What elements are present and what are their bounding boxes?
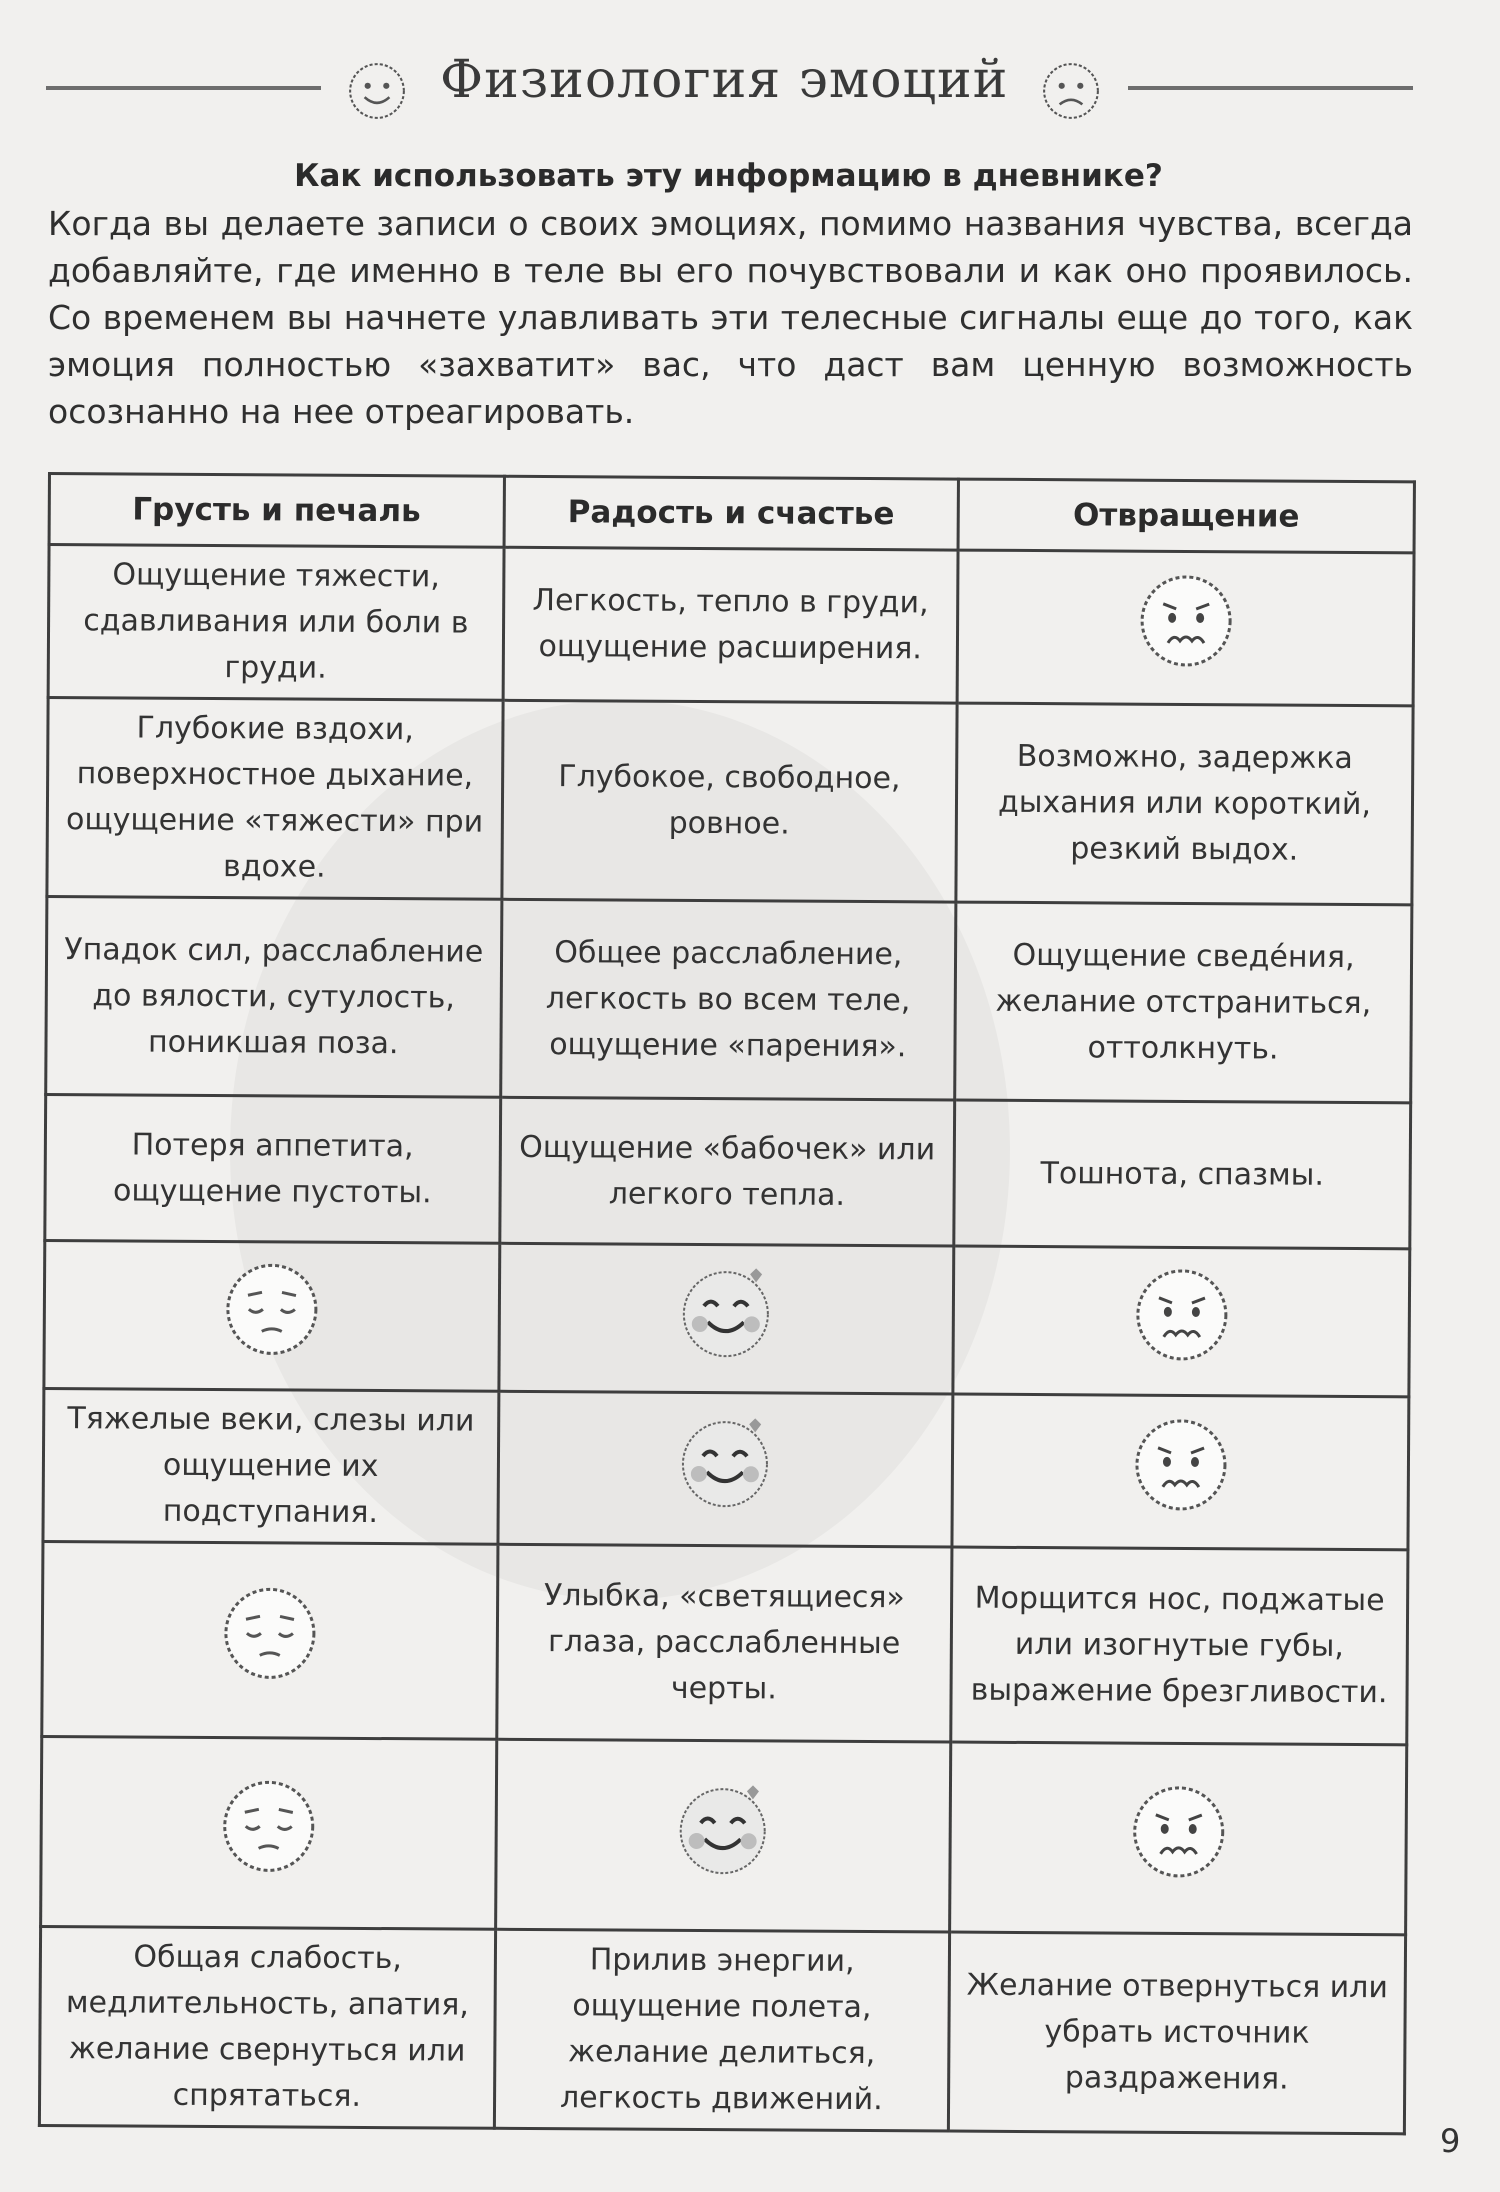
smile-face-icon <box>346 60 408 122</box>
table-row <box>42 1541 1408 1744</box>
emotions-table <box>38 472 1416 2135</box>
table-row <box>44 1240 1410 1396</box>
happy-blush-face-icon <box>676 1261 777 1362</box>
table-cell <box>497 1391 952 1547</box>
disgust-face-icon <box>1131 1264 1232 1365</box>
table-cell: Легкость, тепло в груди, ощущение расширения. <box>503 547 958 703</box>
header-rule-right <box>1128 86 1413 90</box>
sad-face-icon <box>221 1259 322 1360</box>
table-cell <box>44 1240 499 1391</box>
table-row <box>39 1926 1405 2133</box>
table-row <box>45 1094 1411 1248</box>
sad-face-icon <box>219 1583 320 1684</box>
table-cell: Ощущение тяжести, сдавливания или боли в груди. <box>48 545 503 701</box>
intro-paragraph: Когда вы делаете записи о своих эмоциях, помимо названия чувства, всегда добавляйте, где именно в теле вы его почувствовали и как оно проявилось. Со временем вы начнете улавливать эти телесные сигналы еще до того, как эмоция полностью «захватит» вас, что даст вам ценную возможность осознанно на нее отреагировать. <box>48 204 1413 431</box>
table-cell <box>957 550 1414 706</box>
table-cell: Тошнота, спазмы. <box>954 1100 1411 1249</box>
table-row <box>43 1388 1409 1549</box>
table-cell <box>498 1243 953 1394</box>
table-cell: Желание отвернуться или убрать источник раздражения. <box>948 1932 1405 2134</box>
happy-blush-face-icon <box>675 1412 776 1513</box>
table-cell: Общее расслабление, легкость во всем теле, ощущение «парения». <box>500 899 956 1100</box>
table-cell: Ощущение «бабочек» или легкого тепла. <box>499 1097 954 1246</box>
table-cell: Общая слабость, медлительность, апатия, желание свернуться или спрятаться. <box>39 1926 495 2128</box>
column-header-disgust: Отвращение <box>958 479 1414 553</box>
table-cell: Упадок сил, расслабление до вялости, сутулость, поникшая поза. <box>46 897 502 1098</box>
table-cell: Морщится нос, поджатые или изогнутые губы, выражение брезгливости. <box>951 1547 1408 1745</box>
happy-blush-face-icon <box>673 1778 774 1879</box>
table-row <box>46 897 1412 1103</box>
table-cell <box>495 1739 951 1932</box>
table-cell: Тяжелые веки, слезы или ощущение их подступания. <box>43 1388 498 1544</box>
header-rule-left <box>46 86 321 90</box>
table-cell <box>950 1742 1407 1935</box>
disgust-face-icon <box>1130 1415 1231 1516</box>
table-cell: Глубокие вздохи, поверхностное дыхание, ощущение «тяжести» при вдохе. <box>47 698 503 900</box>
table-cell: Прилив энергии, ощущение полета, желание делиться, легкость движений. <box>494 1929 950 2131</box>
page-number: 9 <box>1440 2122 1461 2160</box>
table-header-row <box>49 474 1414 553</box>
table-cell <box>953 1246 1410 1397</box>
table-cell: Ощущение сведе́ния, желание отстраниться, оттолкнуть. <box>955 902 1412 1103</box>
table-cell: Улыбка, «светящиеся» глаза, расслабленные черты. <box>496 1544 952 1742</box>
table-row <box>48 545 1414 706</box>
table-cell <box>41 1736 497 1929</box>
disgust-face-icon <box>1135 571 1236 672</box>
table-row <box>41 1736 1407 1934</box>
sad-face-icon <box>1040 60 1102 122</box>
page-title: Физиология эмоций <box>440 50 1009 110</box>
sad-face-icon <box>218 1776 319 1877</box>
table-cell <box>952 1394 1409 1550</box>
column-header-joy: Радость и счастье <box>504 476 959 550</box>
table-cell <box>42 1541 498 1739</box>
disgust-face-icon <box>1128 1781 1229 1882</box>
column-header-sadness: Грусть и печаль <box>49 474 504 548</box>
table-cell: Возможно, задержка дыхания или короткий, резкий выдох. <box>956 703 1413 905</box>
table-row <box>47 698 1413 905</box>
table-cell: Глубокое, свободное, ровное. <box>501 700 957 902</box>
table-cell: Потеря аппетита, ощущение пустоты. <box>45 1094 500 1243</box>
section-subtitle: Как использовать эту информацию в дневнике? <box>294 158 1163 194</box>
